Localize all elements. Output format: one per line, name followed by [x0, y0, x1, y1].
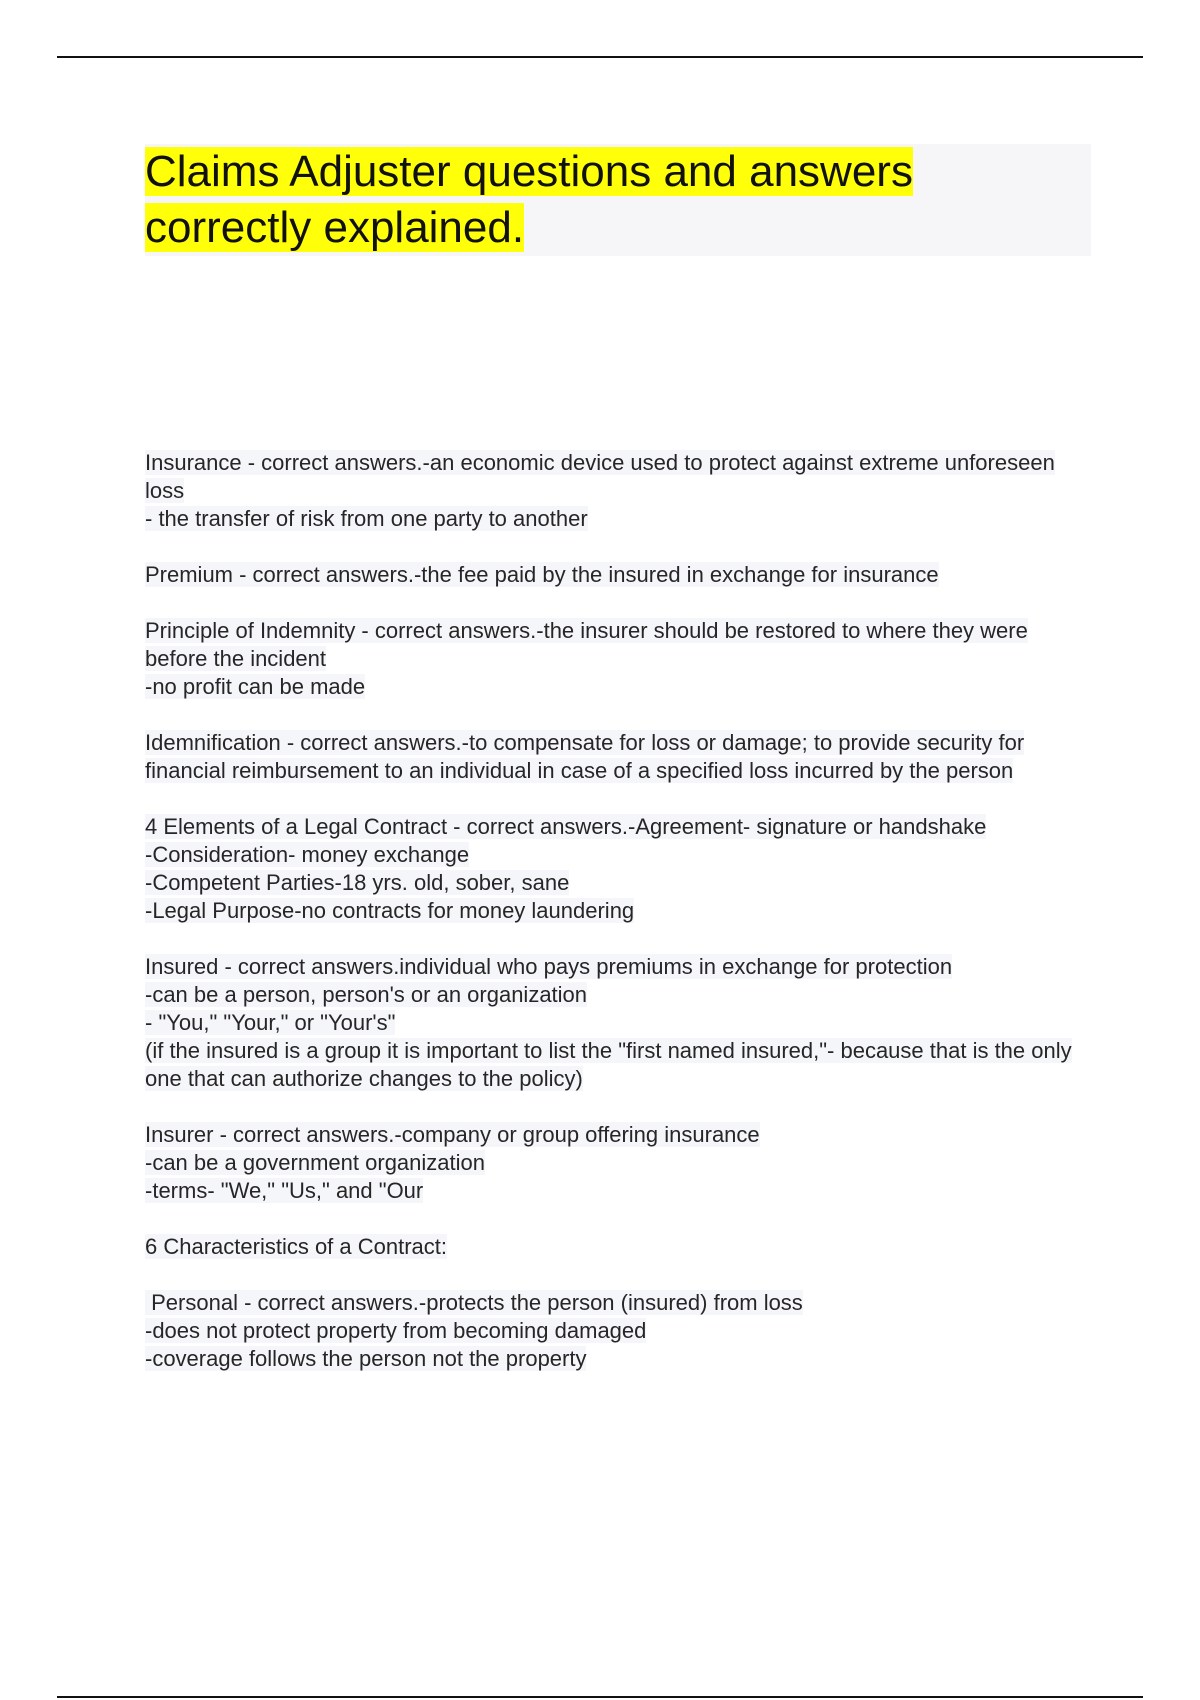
entry-line: - the transfer of risk from one party to another: [145, 506, 588, 531]
qa-entries: [145, 449, 1085, 1401]
entry-line: Insured - correct answers.individual who pays premiums in exchange for protection: [145, 954, 953, 979]
document-title: [145, 144, 1005, 256]
entry-line: - "You," "Your," or "Your's": [145, 1010, 396, 1035]
entry-line: Premium - correct answers.-the fee paid by the insured in exchange for insurance: [145, 562, 939, 587]
section-heading-contract-characteristics: [145, 1233, 1085, 1261]
entry-line: Insurance - correct answers.-an economic device used to protect against extreme unforeseen loss: [145, 450, 1055, 503]
qa-entry-principle-of-indemnity: [145, 617, 1085, 701]
entry-line: -coverage follows the person not the property: [145, 1346, 587, 1371]
qa-entry-insurer: [145, 1121, 1085, 1205]
entry-line: 4 Elements of a Legal Contract - correct answers.-Agreement- signature or handshake: [145, 814, 987, 839]
entry-line: Personal - correct answers.-protects the person (insured) from loss: [145, 1290, 803, 1315]
entry-line: (if the insured is a group it is important to list the "first named insured,"- because that is the only one that can authorize changes to the policy): [145, 1038, 1072, 1091]
entry-line: -Legal Purpose-no contracts for money laundering: [145, 898, 635, 923]
qa-entry-personal: [145, 1289, 1085, 1373]
qa-entry-premium: [145, 561, 1085, 589]
entry-line: -Competent Parties-18 yrs. old, sober, sane: [145, 870, 570, 895]
qa-entry-idemnification: [145, 729, 1085, 785]
entry-line: -no profit can be made: [145, 674, 366, 699]
entry-line: 6 Characteristics of a Contract:: [145, 1234, 448, 1259]
entry-line: -can be a government organization: [145, 1150, 485, 1175]
qa-entry-insurance: [145, 449, 1085, 533]
entry-line: -does not protect property from becoming damaged: [145, 1318, 647, 1343]
top-divider: [57, 56, 1143, 58]
entry-line: Insurer - correct answers.-company or group offering insurance: [145, 1122, 760, 1147]
document-title-text: Claims Adjuster questions and answers correctly explained.: [145, 147, 913, 252]
qa-entry-legal-contract-elements: [145, 813, 1085, 925]
entry-line: -Consideration- money exchange: [145, 842, 470, 867]
qa-entry-insured: [145, 953, 1085, 1093]
title-block: [145, 144, 1091, 256]
entry-line: -can be a person, person's or an organization: [145, 982, 588, 1007]
entry-line: -terms- "We," "Us," and "Our: [145, 1178, 424, 1203]
bottom-divider: [57, 1696, 1143, 1698]
entry-line: Principle of Indemnity - correct answers.-the insurer should be restored to where they were before the incident: [145, 618, 1028, 671]
entry-line: Idemnification - correct answers.-to compensate for loss or damage; to provide security for financial reimbursement to an individual in case of a specified loss incurred by the person: [145, 730, 1025, 783]
